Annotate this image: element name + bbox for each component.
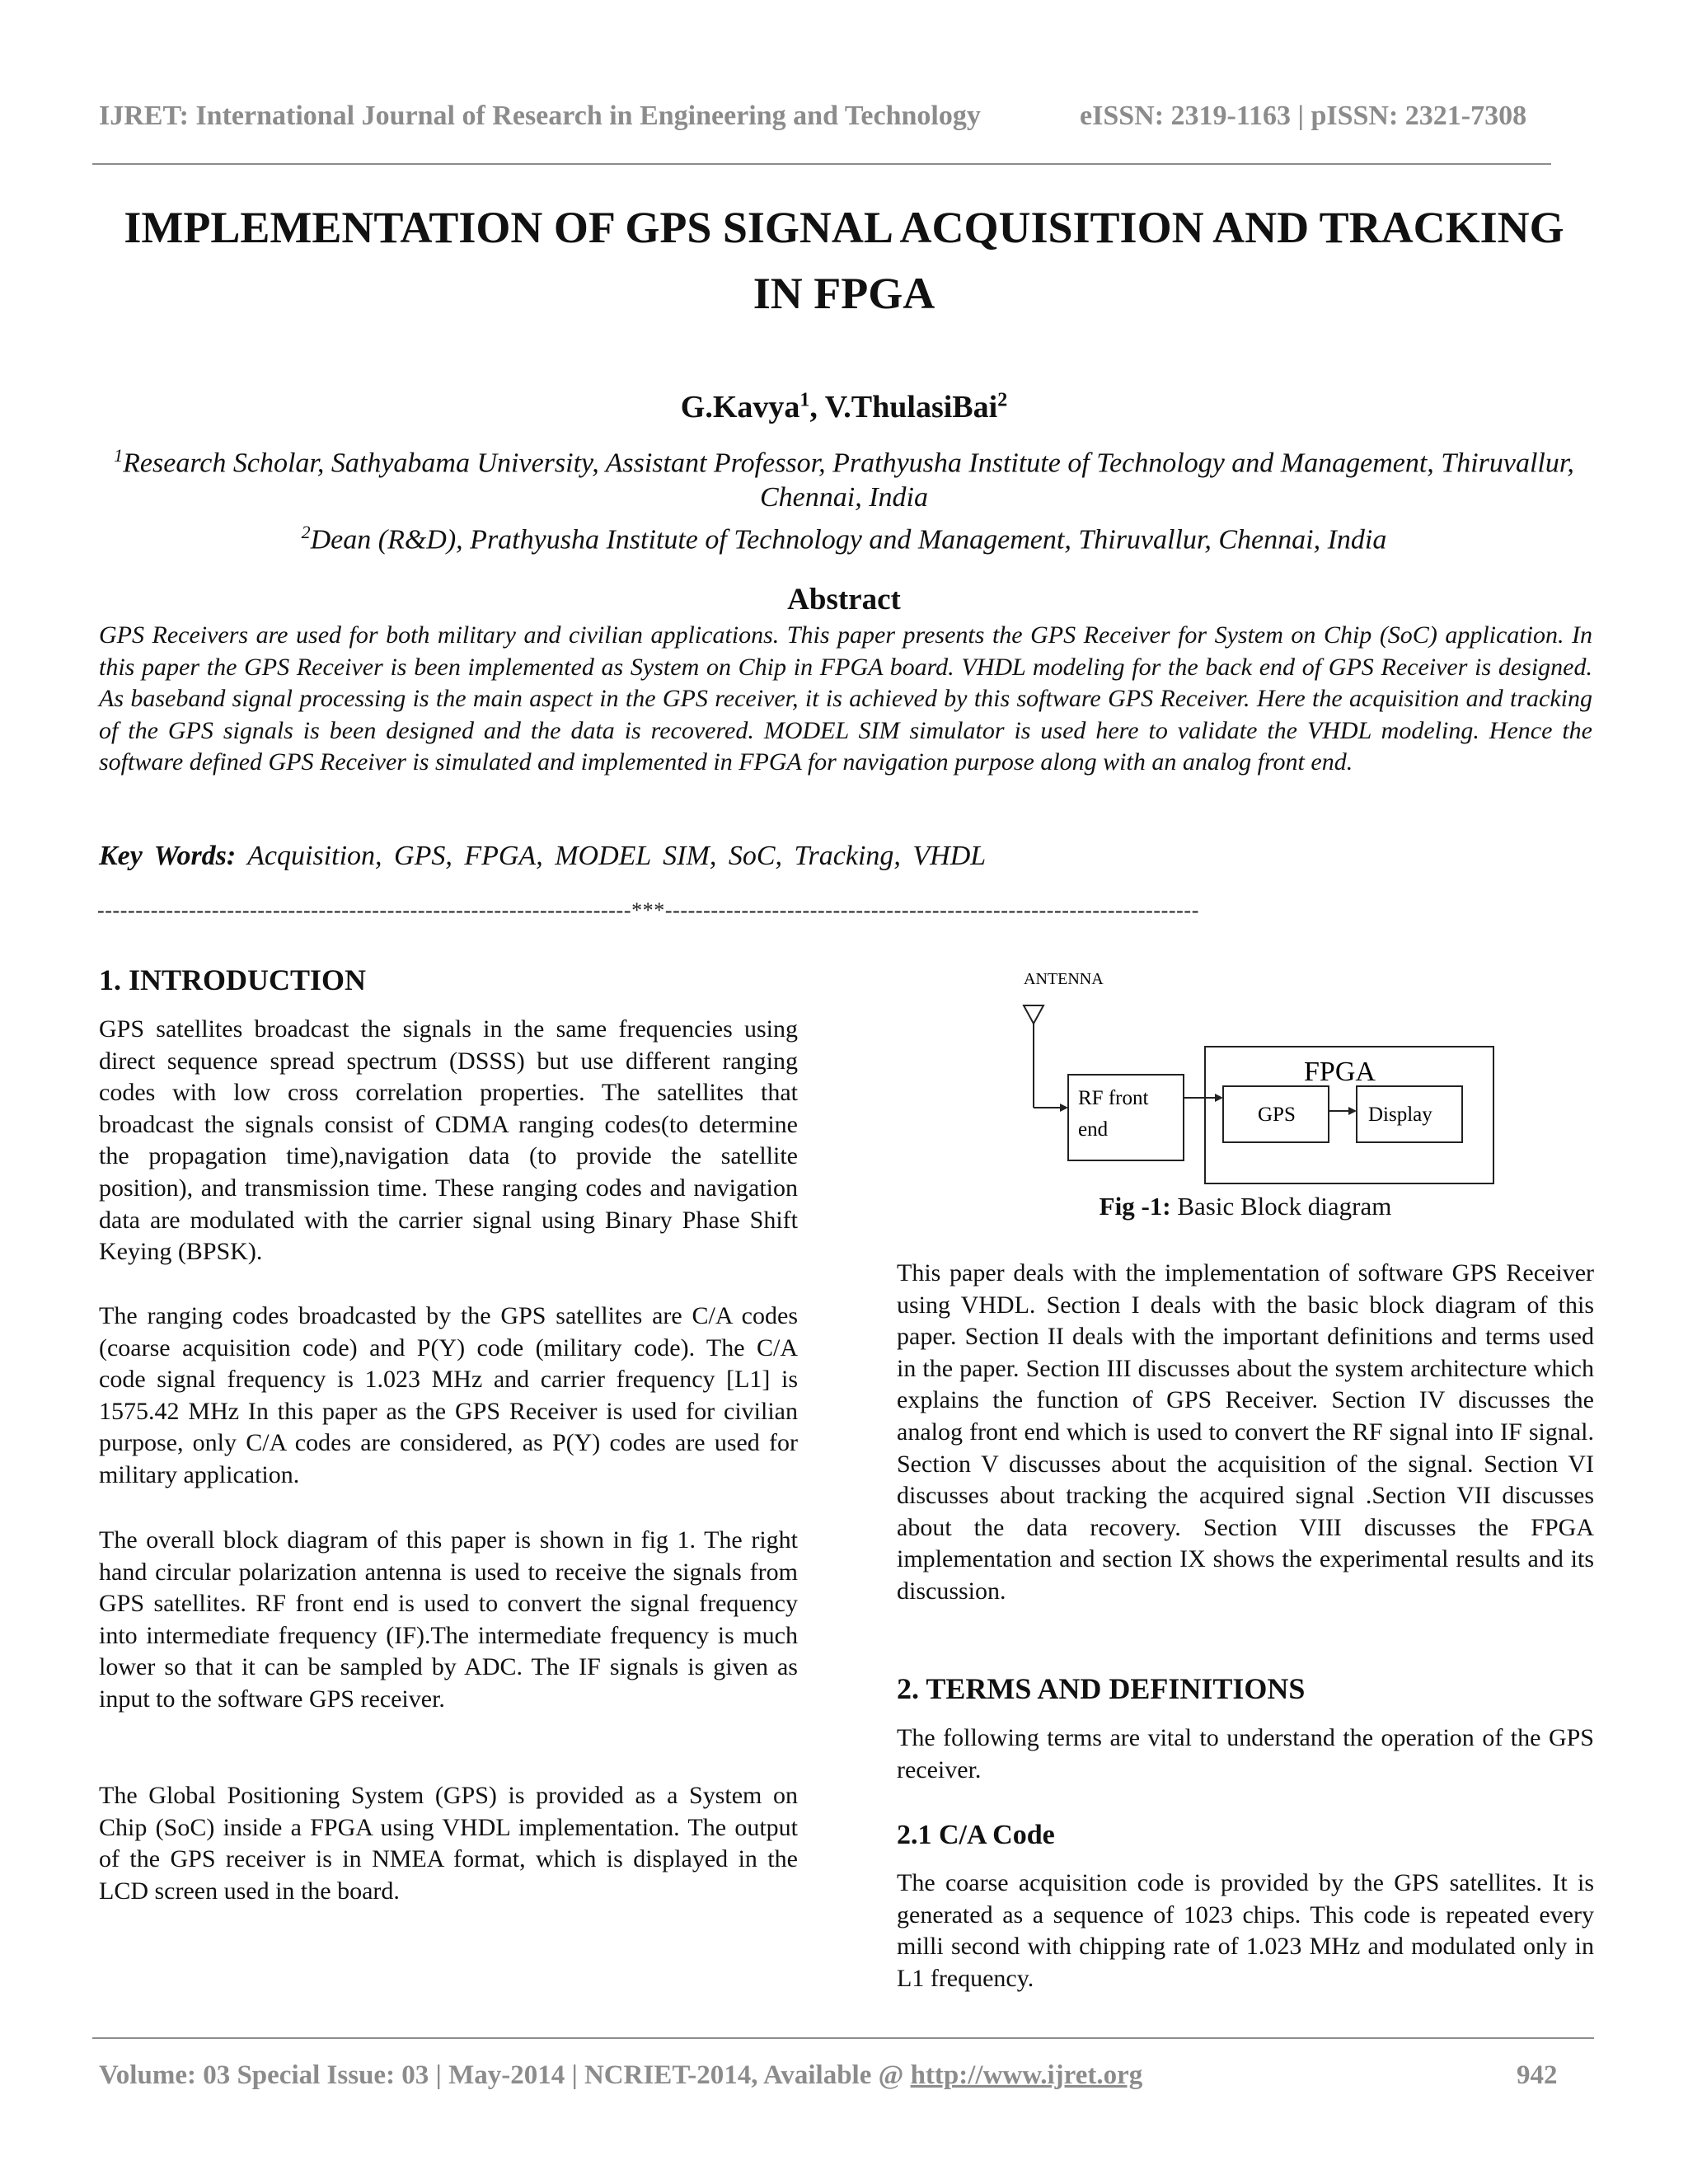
affiliation-1-text: Research Scholar, Sathyabama University, Assistant Professor, Prathyusha Institute of Technology and Management, Thiruvallur, Chennai, India bbox=[123, 448, 1574, 513]
intro-paragraph-1: GPS satellites broadcast the signals in the same frequencies using direct sequence spread spectrum (DSSS) but use different ranging codes with low cross correlation properties. The satellites that broadcast the signals consist of CDMA ranging codes(to determine the propagation time),navigation data (to provide the satellite position), and transmission time. These ranging codes and navigation data are modulated with the carrier signal using Binary Phase Shift Keying (BPSK). bbox=[99, 1015, 798, 1266]
author-1-sup: 1 bbox=[799, 389, 810, 411]
author-2-sup: 2 bbox=[997, 389, 1008, 411]
arrow-head-1 bbox=[1060, 1104, 1068, 1112]
intro-paragraph-2: The ranging codes broadcasted by the GPS satellites are C/A codes (coarse acquisition code) and P(Y) code (military code). The C/A code signal frequency is 1.023 MHz and carrier frequency [L1] is 1575.42 MHz In this paper as the GPS Receiver is used for civilian purpose, only C/A codes are considered, as P(Y) codes are used for military application. bbox=[99, 1302, 798, 1488]
rf-front-end-label-1: RF front bbox=[1078, 1087, 1149, 1109]
header-divider bbox=[92, 163, 1551, 165]
figure-caption bbox=[897, 1192, 1594, 1221]
abstract-text: GPS Receivers are used for both military and civilian applications. This paper presents the GPS Receiver for System on Chip (SoC) application. In this paper the GPS Receiver is been implemented as System on Chip in FPGA board. VHDL modeling for the back end of GPS Receiver is designed. As baseband signal processing is the main aspect in the GPS receiver, it is achieved by this software GPS Receiver. Here the acquisition and tracking of the GPS signals is been designed and the data is recovered. MODEL SIM simulator is used here to validate the VHDL modeling. Hence the software defined GPS Receiver is simulated and implemented in FPGA for navigation purpose along with an analog front end. bbox=[99, 621, 1592, 776]
section-separator: ----------------------------------------------------------------------***---------------------------------------------------------------------- bbox=[97, 898, 1199, 922]
block-diagram bbox=[1014, 963, 1500, 1187]
author-1: G.Kavya bbox=[680, 390, 800, 424]
fpga-label: FPGA bbox=[1304, 1057, 1376, 1087]
affiliation-1-sup: 1 bbox=[114, 445, 124, 466]
abstract-heading: Abstract bbox=[787, 583, 901, 616]
gps-label: GPS bbox=[1258, 1104, 1296, 1126]
affiliation-2-sup: 2 bbox=[301, 522, 311, 543]
intro-heading: 1. INTRODUCTION bbox=[99, 963, 367, 996]
keywords-text: Acquisition, GPS, FPGA, MODEL SIM, SoC, Tracking, VHDL bbox=[236, 841, 987, 871]
journal-name: IJRET: International Journal of Research in Engineering and Technology bbox=[99, 101, 981, 131]
author-2: V.ThulasiBai bbox=[824, 390, 998, 424]
title-line-1: IMPLEMENTATION OF GPS SIGNAL ACQUISITION AND TRACKING bbox=[124, 203, 1564, 252]
affiliations bbox=[107, 438, 1581, 558]
arrow-head-2 bbox=[1215, 1094, 1223, 1102]
display-label: Display bbox=[1368, 1104, 1432, 1126]
page-number: 942 bbox=[1517, 2060, 1558, 2090]
figure-caption-text: Basic Block diagram bbox=[1170, 1192, 1392, 1221]
terms-paragraph: The following terms are vital to understand the operation of the GPS receiver. bbox=[897, 1724, 1594, 1783]
footer-text: Volume: 03 Special Issue: 03 | May-2014 | NCRIET-2014, Available @ bbox=[99, 2060, 911, 2090]
affiliation-2-text: Dean (R&D), Prathyusha Institute of Technology and Management, Thiruvallur, Chennai, India bbox=[310, 524, 1387, 555]
figure-caption-label: Fig -1: bbox=[1099, 1192, 1171, 1221]
keywords-label: Key Words: bbox=[99, 841, 237, 871]
keywords bbox=[99, 841, 1592, 872]
rf-front-end-label-2: end bbox=[1078, 1118, 1109, 1141]
footer-divider bbox=[92, 2037, 1594, 2039]
arrow-head-3 bbox=[1348, 1107, 1357, 1115]
intro-paragraph-4: The Global Positioning System (GPS) is provided as a System on Chip (SoC) inside a FPGA using VHDL implementation. The output of the GPS receiver is in NMEA format, which is displayed in the LCD screen used in the board. bbox=[99, 1782, 798, 1905]
intro-paragraph-3: The overall block diagram of this paper is shown in fig 1. The right hand circular polarization antenna is used to receive the signals from GPS satellites. RF front end is used to convert the signal frequency into intermediate frequency (IF).The intermediate frequency is much lower so that it can be sampled by ADC. The IF signals is given as input to the software GPS receiver. bbox=[99, 1526, 798, 1713]
antenna-label: ANTENNA bbox=[1024, 970, 1104, 988]
affiliation-2 bbox=[107, 515, 1581, 557]
title-line-2: IN FPGA bbox=[753, 269, 935, 318]
antenna-icon bbox=[1024, 1005, 1043, 1024]
ca-code-paragraph: The coarse acquisition code is provided by the GPS satellites. It is generated as a sequence of 1023 chips. This code is repeated every milli second with chipping rate of 1.023 MHz and modulated only in L1 frequency. bbox=[897, 1869, 1594, 1992]
footer-link[interactable]: http://www.ijret.org bbox=[910, 2060, 1143, 2090]
author-separator: , bbox=[809, 390, 825, 424]
overview-paragraph: This paper deals with the implementation of software GPS Receiver using VHDL. Section I deals with the basic block diagram of this paper. Section II deals with the important definitions and terms used in the paper. Section III discusses about the system architecture which explains the function of GPS Receiver. Section IV discusses the analog front end which is used to convert the RF signal into IF signal. Section V discusses about the acquisition of the signal. Section VI discusses about tracking the acquired signal .Section VII discusses about the data recovery. Section VIII discusses the FPGA implementation and section IX shows the experimental results and its discussion. bbox=[897, 1259, 1594, 1605]
paper-title bbox=[82, 194, 1606, 326]
footer-info bbox=[99, 2060, 1142, 2091]
affiliation-1 bbox=[107, 438, 1581, 515]
terms-heading: 2. TERMS AND DEFINITIONS bbox=[897, 1672, 1306, 1705]
authors bbox=[0, 389, 1688, 425]
issn: eISSN: 2319-1163 | pISSN: 2321-7308 bbox=[1080, 101, 1527, 131]
ca-code-heading: 2.1 C/A Code bbox=[897, 1820, 1055, 1850]
